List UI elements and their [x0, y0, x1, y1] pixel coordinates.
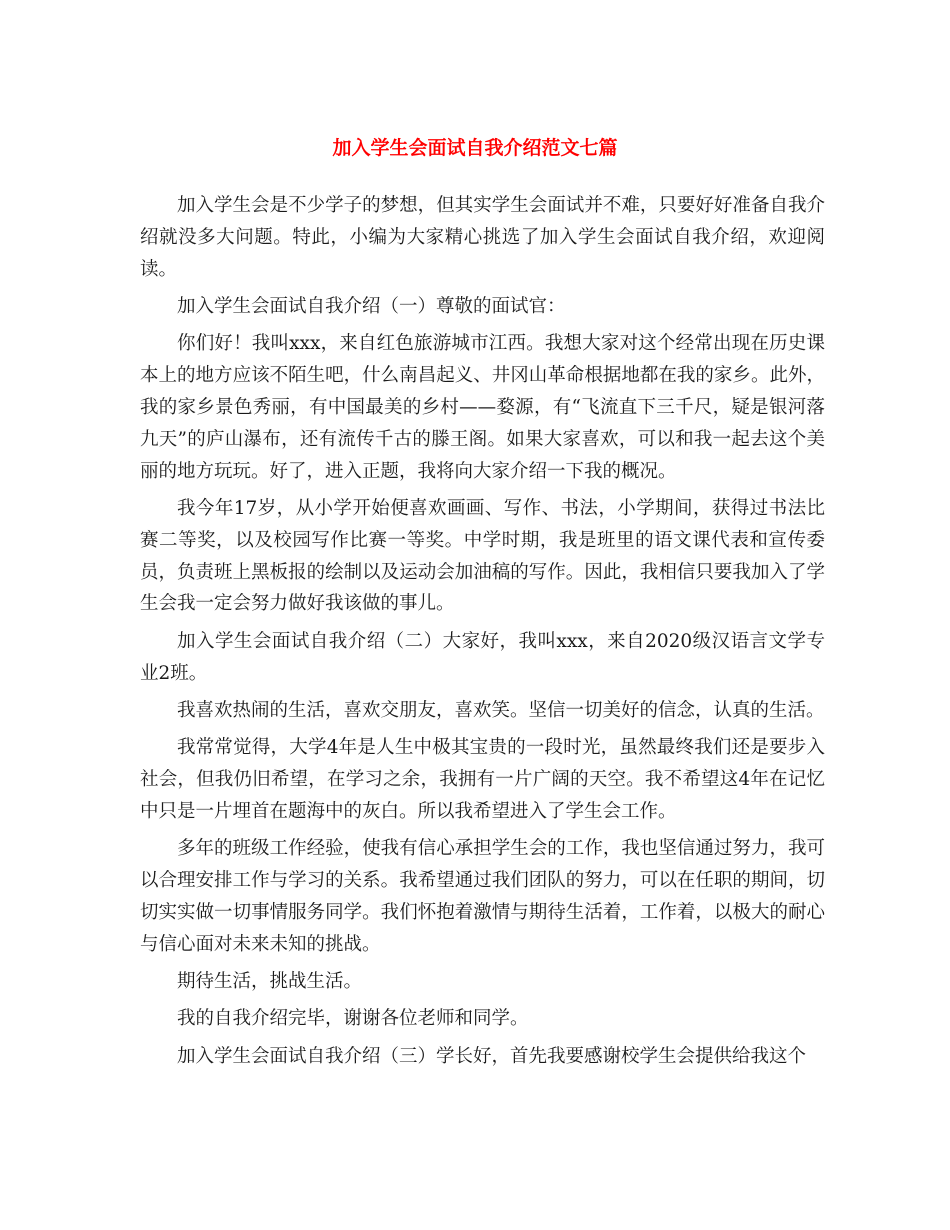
paragraph-motto: 期待生活，挑战生活。 [177, 971, 363, 993]
paragraph-section-three-heading: 加入学生会面试自我介绍（三）学长好，首先我要感谢校学生会提供给我这个 [177, 1045, 807, 1067]
paragraph-section-one-heading: 加入学生会面试自我介绍（一）尊敬的面试官： [177, 295, 566, 317]
paragraph-personality: 我喜欢热闹的生活，喜欢交朋友，喜欢笑。坚信一切美好的信念，认真的生活。 [177, 699, 825, 721]
paragraph-college-life: 我常常觉得，大学4年是人生中极其宝贵的一段时光，虽然最终我们还是要步入社会，但我仍旧希望，在学习之余，我拥有一片广阔的天空。我不希望这4年在记忆中只是一片埋首在题海中的灰白。所以我希望进入了学生会工作。 [140, 737, 825, 822]
document-body [140, 190, 825, 1078]
document-title: 加入学生会面试自我介绍范文七篇 [332, 136, 618, 159]
paragraph-background: 我今年17岁，从小学开始便喜欢画画、写作、书法，小学期间，获得过书法比赛二等奖，以及校园写作比赛一等奖。中学时期，我是班里的语文课代表和宣传委员，负责班上黑板报的绘制以及运动会加油稿的写作。因此，我相信只要我加入了学生会我一定会努力做好我该做的事儿。 [140, 497, 825, 615]
paragraph-experience: 多年的班级工作经验，使我有信心承担学生会的工作，我也坚信通过努力，我可以合理安排工作与学习的关系。我希望通过我们团队的努力，可以在任职的期间，切切实实做一切事情服务同学。我们怀抱着激情与期待生活着，工作着，以极大的耐心与信心面对未来未知的挑战。 [140, 838, 825, 955]
paragraph-section-two-heading: 加入学生会面试自我介绍（二）大家好，我叫xxx，来自2020级汉语言文学专业2班。 [140, 630, 825, 684]
paragraph-hometown: 你们好！我叫xxx，来自红色旅游城市江西。我想大家对这个经常出现在历史课本上的地方应该不陌生吧，什么南昌起义、井冈山革命根据地都在我的家乡。此外，我的家乡景色秀丽，有中国最美的乡村——婺源，有“飞流直下三千尺，疑是银河落九天”的庐山瀑布，还有流传千古的滕王阁。如果大家喜欢，可以和我一起去这个美丽的地方玩玩。好了，进入正题，我将向大家介绍一下我的概况。 [140, 333, 825, 482]
paragraph-intro: 加入学生会是不少学子的梦想，但其实学生会面试并不难，只要好好准备自我介绍就没多大问题。特此，小编为大家精心挑选了加入学生会面试自我介绍，欢迎阅读。 [140, 195, 825, 280]
paragraph-closing: 我的自我介绍完毕，谢谢各位老师和同学。 [177, 1008, 529, 1030]
